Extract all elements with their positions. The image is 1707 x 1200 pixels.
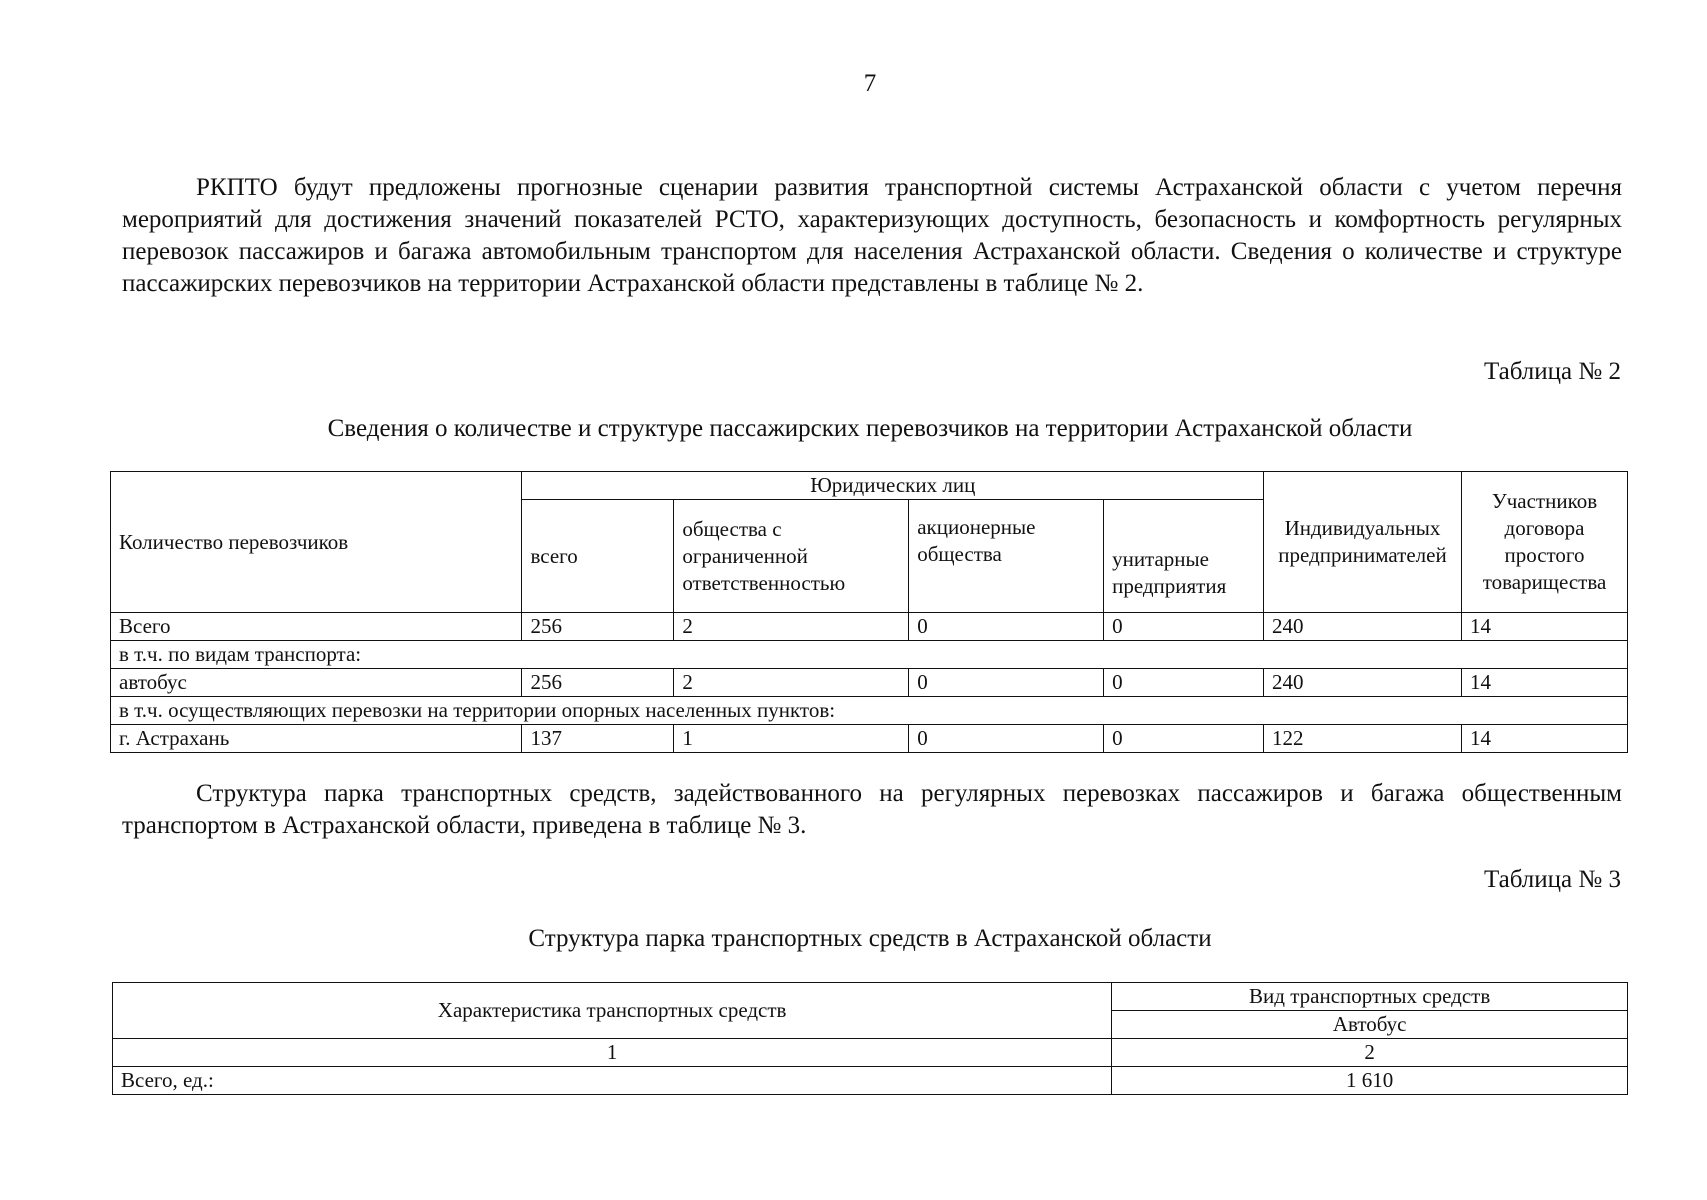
intro-paragraph: РКПТО будут предложены прогнозные сценарии развития транспортной системы Астраханской области с учетом перечня мероприятий для достижения значений показателей РСТО, характеризующих доступность, безопасность и комфортность регулярных перевозок пассажиров и багажа автомобильным транспортом для населения Астраханской области. Сведения о количестве и структуре пассажирских перевозчиков на территории Астраханской области представлены в таблице № 2. [122,174,1622,297]
header-bus: Автобус [1112,1011,1628,1039]
table-row: г. Астрахань 137 1 0 0 122 14 [111,725,1628,753]
table-row: Всего, ед.: 1 610 [113,1067,1628,1095]
table-row: Всего 256 2 0 0 240 14 [111,613,1628,641]
table3-caption: Таблица № 3 [1483,866,1621,893]
header-carriers-count: Количество перевозчиков [111,472,522,613]
header-individual-entrepreneurs: Индивидуальных предпринимателей [1264,472,1462,613]
numbering-row: 1 2 [113,1039,1628,1067]
section-row: в т.ч. осуществляющих перевозки на территории опорных населенных пунктов: [111,697,1628,725]
fleet-paragraph: Структура парка транспортных средств, задействованного на регулярных перевозках пассажиров и багажа общественным транспортом в Астраханской области, приведена в таблице № 3. [122,780,1622,839]
header-total: всего [522,500,674,613]
header-characteristic: Характеристика транспортных средств [113,983,1112,1039]
header-llc: общества с ограниченной ответственностью [674,500,909,613]
table-row: автобус 256 2 0 0 240 14 [111,669,1628,697]
table3-title: Структура парка транспортных средств в Астраханской области [528,925,1212,952]
section-row: в т.ч. по видам транспорта: [111,641,1628,669]
header-joint-stock: акционерные общества [909,500,1104,613]
header-legal-entities: Юридических лиц [522,472,1264,500]
fleet-table [112,982,1628,1095]
header-unitary: унитарные предприятия [1104,500,1264,613]
carriers-table [110,471,1628,753]
page-number: 7 [863,70,877,97]
header-vehicle-type: Вид транспортных средств [1112,983,1628,1011]
table2-caption: Таблица № 2 [1483,358,1621,385]
table2-title: Сведения о количестве и структуре пассажирских перевозчиков на территории Астраханской области [327,415,1413,442]
header-partnership-members: Участников договора простого товарищества [1461,472,1627,613]
